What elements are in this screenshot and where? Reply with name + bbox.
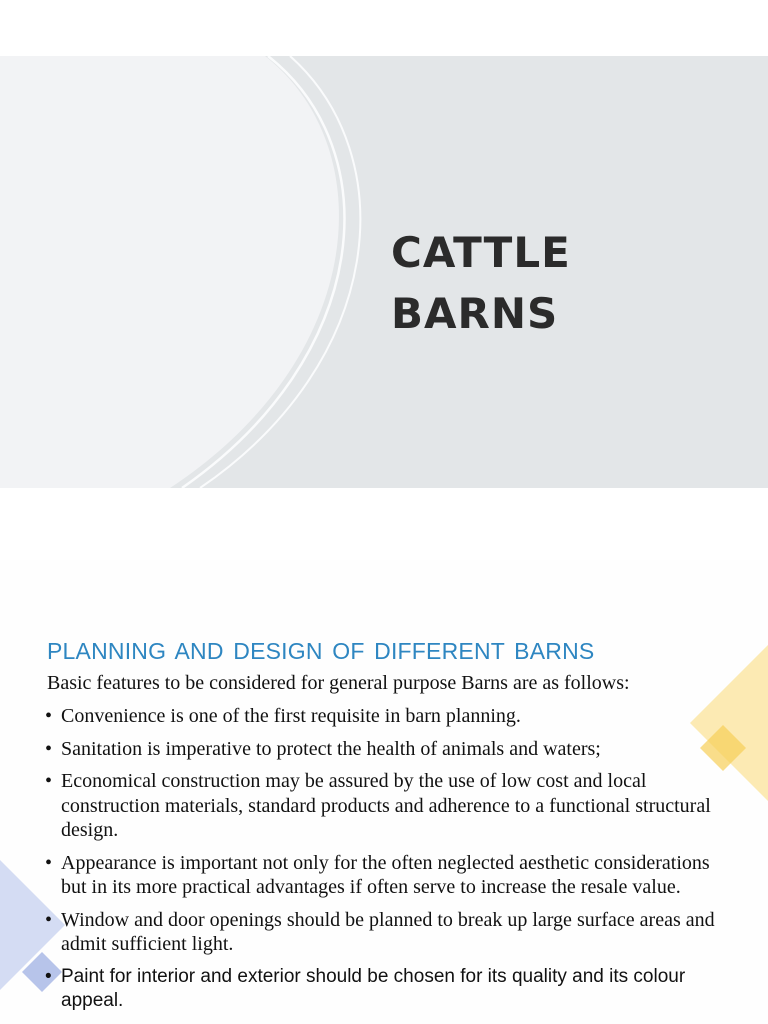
bullet-text: Paint for interior and exterior should be chosen for its quality and its colour appeal. xyxy=(61,965,686,1011)
bullet-item xyxy=(45,965,735,1014)
slide-heading: PLANNING AND DESIGN OF DIFFERENT BARNS xyxy=(47,638,595,664)
bullet-dot: • xyxy=(45,851,53,874)
content-slide xyxy=(0,560,768,1024)
curved-panel-decoration xyxy=(0,56,768,488)
bullet-dot: • xyxy=(45,705,53,727)
bullet-dot: • xyxy=(45,737,53,760)
bullet-text: Appearance is important not only for the often neglected aesthetic considerations but in its more practical advantages if often serve to increase the resale value. xyxy=(61,851,710,898)
bullet-dot: • xyxy=(45,908,53,931)
bullet-item xyxy=(45,769,735,843)
bullet-text: Economical construction may be assured by the use of low cost and local construction materials, standard products and adherence to a functional structural design. xyxy=(61,770,711,841)
title-slide xyxy=(0,56,768,488)
bullet-item xyxy=(45,737,735,762)
slide-title: CATTLE BARNS xyxy=(391,228,571,338)
bullet-text: Sanitation is imperative to protect the health of animals and waters; xyxy=(61,737,601,760)
bullet-dot: • xyxy=(45,965,52,987)
bullet-list xyxy=(45,704,735,1022)
bullet-text: Window and door openings should be planned to break up large surface areas and admit sufficient light. xyxy=(61,908,715,955)
bullet-item xyxy=(45,704,735,729)
bullet-text: Convenience is one of the first requisite in barn planning. xyxy=(61,705,521,727)
intro-text: Basic features to be considered for general purpose Barns are as follows: xyxy=(47,672,630,694)
bullet-dot: • xyxy=(45,770,53,792)
bullet-item xyxy=(45,908,735,957)
bullet-item xyxy=(45,851,735,900)
